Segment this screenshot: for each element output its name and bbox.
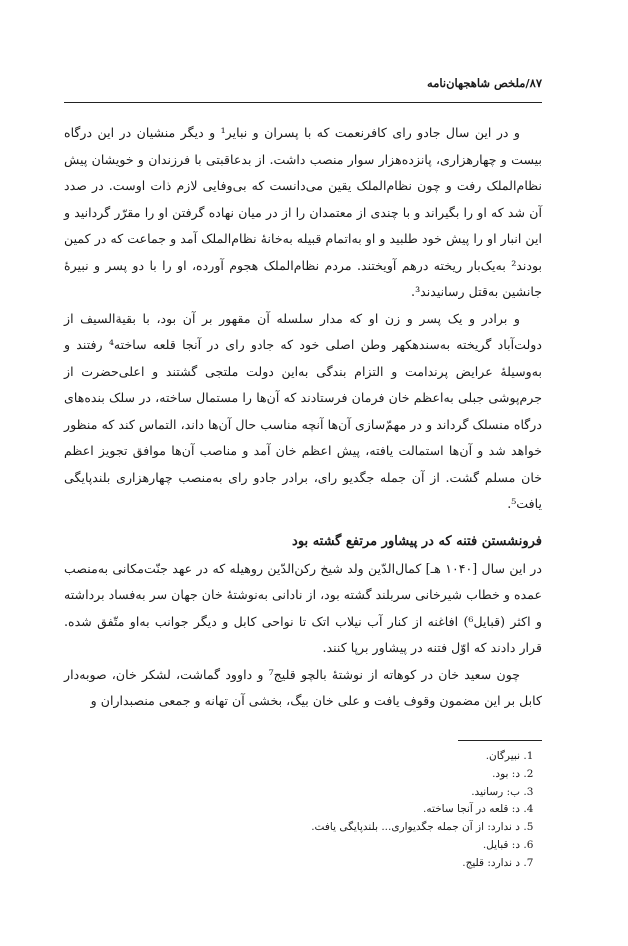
paragraph: و برادر و یک پسر و زن او که مدار سلسله آن مقهور بر آن بود، با بقیةالسیف از دولت‌آباد گریخته به‌سندهکهر وطن اصلی خود که جادو رای در آنجا قلعه ساخته⁴ رفتند و به‌وسیلهٔ عرایض پرندامت و التزام بندگی به‌این دولت ملتجی گشتند و اعلی‌حضرت از جرم‌پوشی جبلی به‌اعظم خان فرمان فرستادند که آن‌ها را مستمال ساخته، در سلک بنده‌های درگاه منسلک گرداند و در مهمّ‌سازی آن‌ها آنچه مناسب حال آن‌ها داند، التماس کند که منظور خواهد شد و آن‌ها استمالت یافته، پیش اعظم خان آمد و مناصب آن‌ها موافق تجویز اعظم خان مسلم گشت. از آن جمله جگدیو رای، برادر جادو رای به‌منصب چهارهزاری بلندپایگی یافت⁵. — [64, 310, 542, 511]
footnote: 3. ب: رسانید. — [64, 784, 520, 802]
section-heading: فرونشستن فتنه که در پیشاور مرتفع گشته بود — [292, 533, 542, 549]
paragraph: و در این سال جادو رای کافرنعمت که با پسران و نبایر¹ و دیگر منشیان در این درگاه بیست و چهارهزاری، پانزده‌هزار سوار منصب داشت. از بدعاقبتی با فرزندان و خویشان پیش نظام‌الملک رفت و چون نظام‌الملک یقین می‌دانست که بی‌وفایی لازم ذات اوست. در صدد آن شد که او را بگیراند و با چندی از معتمدان را از در میان نهاده گرفتن او را مقرّر گردانید و این انبار او را پیش خود طلبید و او به‌اتمام قبیله به‌خانهٔ نظام‌الملک آمد و جماعت که در کمین بودند² به‌یک‌بار ریخته درهم آویختند. مردم نظام‌الملک هجوم آورده، او را با دو پسر و نبیرهٔ جانشین به‌قتل رسانیدند³. — [64, 125, 542, 299]
footnote: 4. د: قلعه در آنجا ساخته. — [64, 801, 520, 819]
footnote: 6. د: قبایل. — [64, 837, 520, 855]
footnote: 2. د: بود. — [64, 766, 520, 784]
running-header: ۸۷/ملخص شاهجهان‌نامه — [427, 76, 542, 90]
footnote-rule — [458, 740, 542, 741]
footnote: 5. د ندارد: از آن جمله جگدیواری... بلندپایگی یافت. — [64, 819, 520, 837]
footnotes — [64, 748, 542, 873]
header-rule — [64, 102, 542, 103]
footnote: 1. نبیرگان. — [64, 748, 520, 766]
footnote: 7. د ندارد: قلیج. — [64, 855, 520, 873]
paragraph: در این سال [۱۰۴۰ هـ] کمال‌الدّین ولد شیخ رکن‌الدّین روهیله که در عهد جنّت‌مکانی به‌منصب عمده و خطاب شیرخانی سربلند گشته بود، از نادانی به‌نوشتهٔ خان جهان سر به‌فساد برداشته و اکثر (قبایل⁶) افاغنه از کنار آب نیلاب اتک تا نواحی کابل و دیگر جوانب به‌او متّفق شده. قرار دادند که اوّل فتنه در پیشاور برپا کنند. — [64, 560, 542, 655]
paragraph: چون سعید خان در کوهاته از نوشتهٔ بالچو قلیج⁷ و داوود گماشت، لشکر خان، صوبه‌دار کابل بر این مضمون وقوف یافت و علی خان بیگ، بخشی آن تهانه و جمعی منصبداران و — [64, 666, 542, 708]
main-text — [64, 120, 542, 715]
